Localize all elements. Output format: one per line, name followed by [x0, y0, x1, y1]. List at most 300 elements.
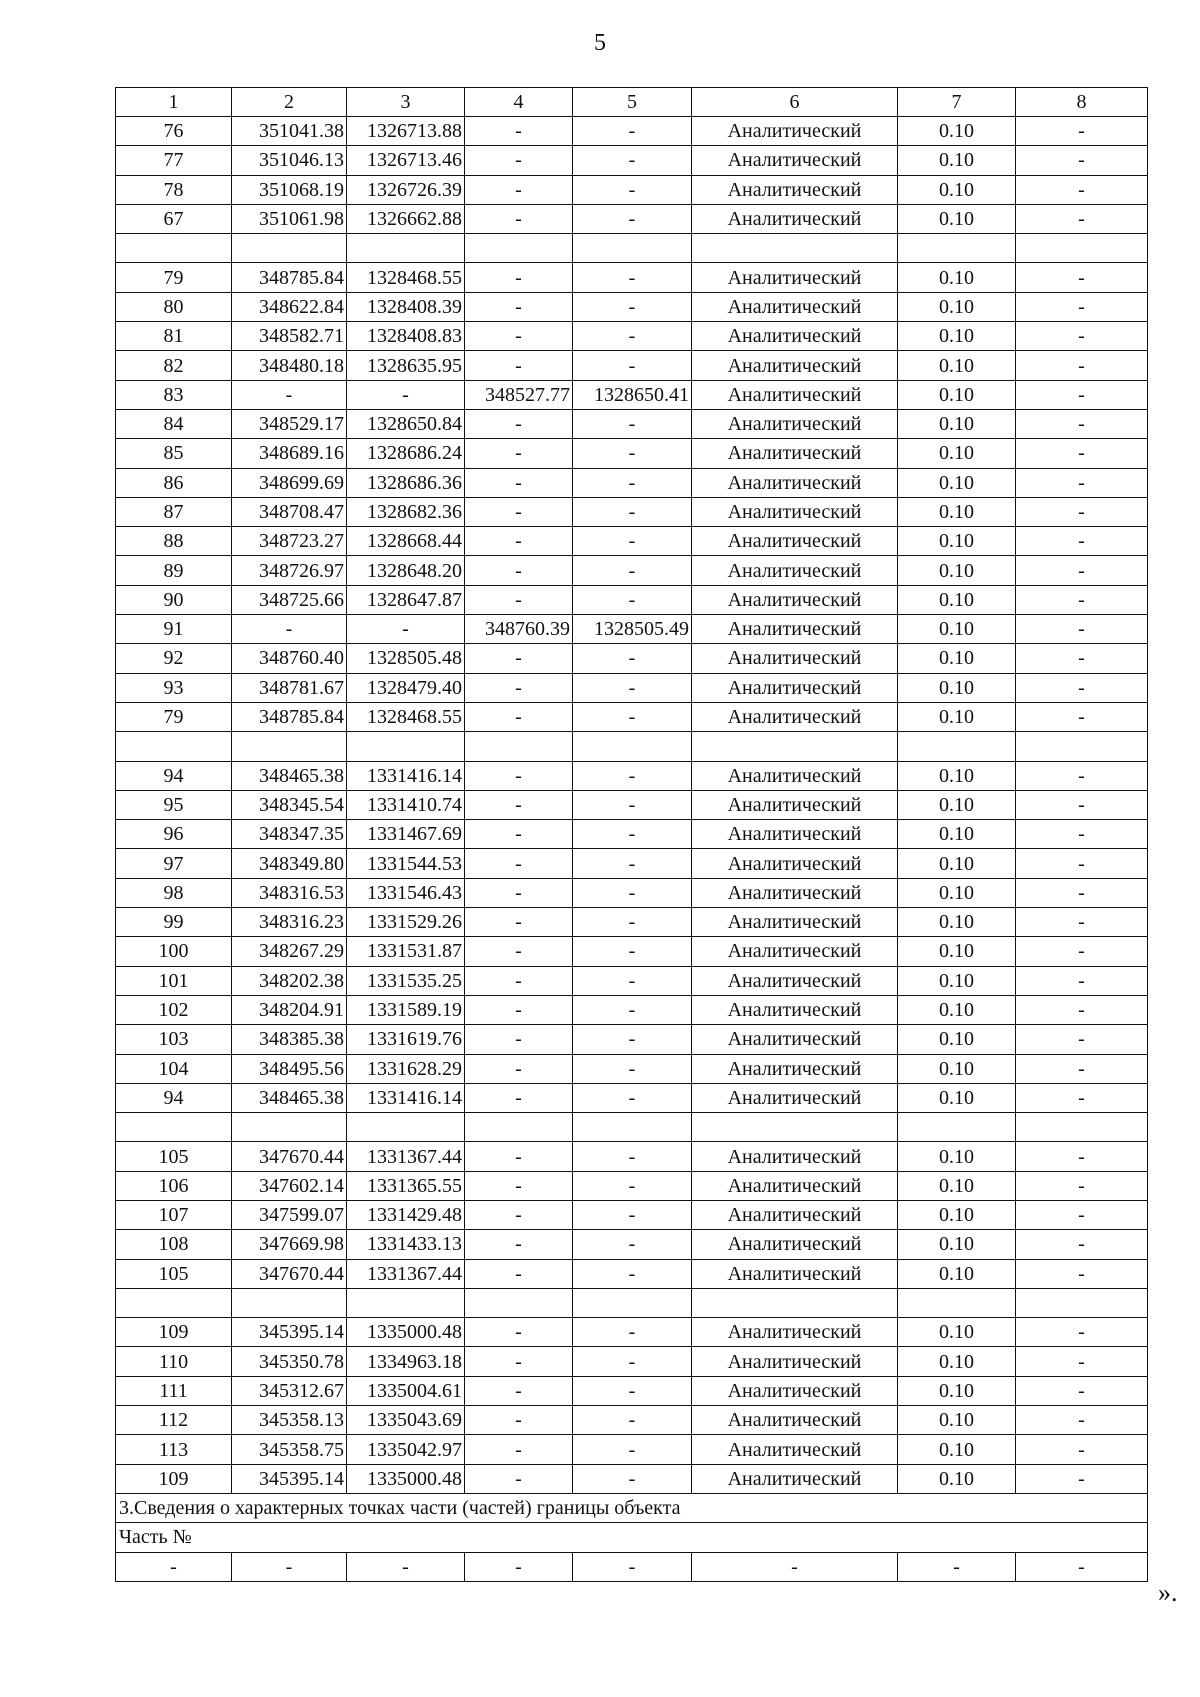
- table-cell: [465, 1113, 573, 1142]
- table-cell: -: [1016, 1318, 1148, 1347]
- table-cell: 0.10: [898, 1435, 1016, 1464]
- table-cell: Аналитический: [692, 117, 898, 146]
- table-cell: 348204.91: [232, 995, 347, 1024]
- column-header: 3: [347, 88, 465, 117]
- table-cell: Аналитический: [692, 322, 898, 351]
- table-row: [116, 380, 1148, 409]
- table-cell: -: [116, 1552, 232, 1581]
- table-row: [116, 644, 1148, 673]
- table-cell: 0.10: [898, 1464, 1016, 1493]
- table-cell: -: [1016, 1435, 1148, 1464]
- table-cell: Аналитический: [692, 702, 898, 731]
- table-cell: 0.10: [898, 1318, 1016, 1347]
- table-cell: 1331628.29: [347, 1054, 465, 1083]
- table-cell: -: [573, 790, 692, 819]
- table-cell: 348465.38: [232, 1083, 347, 1112]
- table-cell: -: [573, 1552, 692, 1581]
- table-cell: Аналитический: [692, 146, 898, 175]
- column-header: 2: [232, 88, 347, 117]
- table-cell: Аналитический: [692, 468, 898, 497]
- table-cell: 1328686.24: [347, 439, 465, 468]
- table-cell: 1326662.88: [347, 204, 465, 233]
- table-cell: [692, 1288, 898, 1317]
- table-cell: -: [232, 380, 347, 409]
- table-cell: 348480.18: [232, 351, 347, 380]
- table-cell: -: [1016, 702, 1148, 731]
- table-cell: [232, 732, 347, 761]
- table-cell: 1335000.48: [347, 1318, 465, 1347]
- table-cell: [116, 1288, 232, 1317]
- table-cell: Аналитический: [692, 556, 898, 585]
- table-cell: 76: [116, 117, 232, 146]
- table-cell: -: [465, 1347, 573, 1376]
- table-cell: 1331367.44: [347, 1259, 465, 1288]
- table-cell: 0.10: [898, 790, 1016, 819]
- table-cell: -: [1016, 1025, 1148, 1054]
- table-cell: 347599.07: [232, 1200, 347, 1229]
- column-header: 1: [116, 88, 232, 117]
- table-cell: -: [465, 995, 573, 1024]
- table-cell: -: [1016, 1347, 1148, 1376]
- table-cell: -: [465, 1230, 573, 1259]
- table-cell: 0.10: [898, 1025, 1016, 1054]
- table-cell: -: [465, 263, 573, 292]
- table-cell: 77: [116, 146, 232, 175]
- table-cell: -: [465, 1259, 573, 1288]
- table-cell: -: [465, 673, 573, 702]
- table-cell: 347602.14: [232, 1171, 347, 1200]
- table-cell: -: [1016, 673, 1148, 702]
- table-cell: -: [1016, 585, 1148, 614]
- table-cell: 1331531.87: [347, 937, 465, 966]
- table-cell: -: [573, 1435, 692, 1464]
- table-cell: 1328635.95: [347, 351, 465, 380]
- table-cell: [573, 732, 692, 761]
- table-cell: Аналитический: [692, 409, 898, 438]
- table-row: [116, 409, 1148, 438]
- table-cell: 348723.27: [232, 527, 347, 556]
- table-cell: 0.10: [898, 1142, 1016, 1171]
- table-cell: 1331467.69: [347, 820, 465, 849]
- table-cell: 348622.84: [232, 292, 347, 321]
- table-cell: [347, 1113, 465, 1142]
- table-cell: Аналитический: [692, 497, 898, 526]
- table-cell: 0.10: [898, 1054, 1016, 1083]
- table-cell: 348725.66: [232, 585, 347, 614]
- table-cell: 83: [116, 380, 232, 409]
- table-cell: -: [573, 409, 692, 438]
- table-cell: -: [573, 702, 692, 731]
- table-cell: 1328408.83: [347, 322, 465, 351]
- table-cell: -: [573, 527, 692, 556]
- table-row: [116, 1376, 1148, 1405]
- table-cell: -: [692, 1552, 898, 1581]
- table-cell: 102: [116, 995, 232, 1024]
- table-cell: -: [1016, 1259, 1148, 1288]
- table-cell: [692, 732, 898, 761]
- table-cell: -: [573, 1054, 692, 1083]
- table-cell: 1331416.14: [347, 1083, 465, 1112]
- table-cell: 1328505.48: [347, 644, 465, 673]
- table-row: [116, 1171, 1148, 1200]
- table-cell: 0.10: [898, 204, 1016, 233]
- table-cell: 0.10: [898, 146, 1016, 175]
- table-cell: 1334963.18: [347, 1347, 465, 1376]
- table-cell: -: [465, 878, 573, 907]
- table-cell: -: [573, 1464, 692, 1493]
- section-title: 3.Сведения о характерных точках части (частей) границы объекта: [116, 1493, 1148, 1522]
- table-cell: -: [1016, 1552, 1148, 1581]
- table-cell: -: [1016, 995, 1148, 1024]
- table-cell: 1335043.69: [347, 1406, 465, 1435]
- boundary-points-table: [115, 87, 1148, 1582]
- table-row: [116, 585, 1148, 614]
- table-cell: -: [1016, 263, 1148, 292]
- table-cell: 1331619.76: [347, 1025, 465, 1054]
- table-cell: 98: [116, 878, 232, 907]
- table-cell: [465, 732, 573, 761]
- table-cell: 351068.19: [232, 175, 347, 204]
- table-cell: 0.10: [898, 292, 1016, 321]
- separator-row: [116, 1113, 1148, 1142]
- table-cell: 1328648.20: [347, 556, 465, 585]
- part-label-row: [116, 1523, 1148, 1552]
- table-cell: -: [1016, 1171, 1148, 1200]
- table-row: [116, 1230, 1148, 1259]
- table-cell: 348316.23: [232, 908, 347, 937]
- table-cell: -: [573, 995, 692, 1024]
- table-cell: -: [347, 1552, 465, 1581]
- table-cell: [573, 1288, 692, 1317]
- table-cell: -: [573, 966, 692, 995]
- table-cell: 110: [116, 1347, 232, 1376]
- table-cell: 348527.77: [465, 380, 573, 409]
- table-cell: 348760.40: [232, 644, 347, 673]
- table-cell: Аналитический: [692, 175, 898, 204]
- table-cell: -: [573, 439, 692, 468]
- table-cell: 81: [116, 322, 232, 351]
- table-cell: -: [573, 585, 692, 614]
- table-cell: 0.10: [898, 1230, 1016, 1259]
- table-cell: -: [1016, 439, 1148, 468]
- table-row: [116, 878, 1148, 907]
- table-cell: Аналитический: [692, 1200, 898, 1229]
- table-cell: Аналитический: [692, 1083, 898, 1112]
- table-cell: -: [573, 1230, 692, 1259]
- table-row: [116, 995, 1148, 1024]
- table-cell: -: [232, 1552, 347, 1581]
- table-cell: -: [1016, 527, 1148, 556]
- table-cell: -: [465, 1083, 573, 1112]
- table-cell: 97: [116, 849, 232, 878]
- table-cell: -: [465, 1054, 573, 1083]
- table-row: [116, 790, 1148, 819]
- table-cell: -: [465, 966, 573, 995]
- table-cell: 1331589.19: [347, 995, 465, 1024]
- table-cell: -: [573, 1025, 692, 1054]
- table-cell: -: [573, 175, 692, 204]
- table-body: [116, 88, 1148, 1582]
- table-cell: [232, 234, 347, 263]
- table-cell: 1331429.48: [347, 1200, 465, 1229]
- table-cell: 1335004.61: [347, 1376, 465, 1405]
- table-cell: -: [465, 1406, 573, 1435]
- table-cell: 94: [116, 1083, 232, 1112]
- table-cell: 92: [116, 644, 232, 673]
- table-row: [116, 966, 1148, 995]
- table-cell: -: [232, 615, 347, 644]
- table-cell: 1328647.87: [347, 585, 465, 614]
- table-cell: 348760.39: [465, 615, 573, 644]
- table-cell: 91: [116, 615, 232, 644]
- table-cell: 82: [116, 351, 232, 380]
- table-cell: -: [465, 175, 573, 204]
- separator-row: [116, 732, 1148, 761]
- table-cell: -: [573, 1171, 692, 1200]
- table-cell: -: [573, 117, 692, 146]
- table-cell: 348316.53: [232, 878, 347, 907]
- table-cell: 348785.84: [232, 702, 347, 731]
- table-cell: Аналитический: [692, 527, 898, 556]
- table-cell: -: [573, 673, 692, 702]
- table-cell: 90: [116, 585, 232, 614]
- table-cell: 112: [116, 1406, 232, 1435]
- table-cell: [898, 1113, 1016, 1142]
- table-cell: [1016, 1113, 1148, 1142]
- table-row: [116, 937, 1148, 966]
- table-cell: -: [1016, 1406, 1148, 1435]
- table-cell: -: [1016, 908, 1148, 937]
- table-cell: 1326726.39: [347, 175, 465, 204]
- table-cell: 0.10: [898, 1259, 1016, 1288]
- table-cell: 0.10: [898, 820, 1016, 849]
- table-cell: 0.10: [898, 497, 1016, 526]
- table-row: [116, 1054, 1148, 1083]
- table-cell: -: [573, 556, 692, 585]
- table-cell: -: [1016, 937, 1148, 966]
- table-cell: Аналитический: [692, 644, 898, 673]
- table-cell: 1335000.48: [347, 1464, 465, 1493]
- table-cell: Аналитический: [692, 204, 898, 233]
- table-cell: -: [465, 761, 573, 790]
- table-cell: -: [465, 351, 573, 380]
- table-cell: 347670.44: [232, 1142, 347, 1171]
- table-cell: 0.10: [898, 761, 1016, 790]
- table-row: [116, 1318, 1148, 1347]
- table-cell: -: [1016, 615, 1148, 644]
- table-cell: 1335042.97: [347, 1435, 465, 1464]
- table-cell: 0.10: [898, 644, 1016, 673]
- final-row: [116, 1552, 1148, 1581]
- table-cell: 0.10: [898, 1376, 1016, 1405]
- table-cell: [232, 1113, 347, 1142]
- table-row: [116, 175, 1148, 204]
- table-cell: 345358.13: [232, 1406, 347, 1435]
- table-cell: 109: [116, 1464, 232, 1493]
- table-cell: 78: [116, 175, 232, 204]
- table-cell: -: [465, 527, 573, 556]
- table-cell: -: [573, 1406, 692, 1435]
- table-cell: [347, 234, 465, 263]
- table-cell: 0.10: [898, 937, 1016, 966]
- table-row: [116, 1025, 1148, 1054]
- table-cell: [116, 234, 232, 263]
- table-cell: -: [1016, 761, 1148, 790]
- table-cell: 0.10: [898, 995, 1016, 1024]
- table-cell: [573, 234, 692, 263]
- table-cell: Аналитический: [692, 292, 898, 321]
- table-cell: -: [1016, 497, 1148, 526]
- table-cell: 0.10: [898, 908, 1016, 937]
- part-label: Часть №: [116, 1523, 1148, 1552]
- table-cell: Аналитический: [692, 790, 898, 819]
- table-cell: 0.10: [898, 263, 1016, 292]
- table-cell: 348708.47: [232, 497, 347, 526]
- table-cell: 345395.14: [232, 1464, 347, 1493]
- table-cell: 0.10: [898, 1347, 1016, 1376]
- table-row: [116, 1083, 1148, 1112]
- table-cell: -: [573, 351, 692, 380]
- table-cell: [898, 1288, 1016, 1317]
- table-cell: Аналитический: [692, 585, 898, 614]
- table-cell: -: [573, 937, 692, 966]
- table-cell: 345312.67: [232, 1376, 347, 1405]
- table-cell: [465, 1288, 573, 1317]
- table-cell: 0.10: [898, 585, 1016, 614]
- table-cell: Аналитический: [692, 351, 898, 380]
- table-cell: Аналитический: [692, 820, 898, 849]
- column-header: 5: [573, 88, 692, 117]
- table-cell: 88: [116, 527, 232, 556]
- table-cell: 348495.56: [232, 1054, 347, 1083]
- table-cell: Аналитический: [692, 263, 898, 292]
- table-row: [116, 1200, 1148, 1229]
- table-cell: 1328682.36: [347, 497, 465, 526]
- table-row: [116, 556, 1148, 585]
- table-cell: 1326713.88: [347, 117, 465, 146]
- table-cell: -: [573, 908, 692, 937]
- table-cell: Аналитический: [692, 1376, 898, 1405]
- table-cell: 0.10: [898, 615, 1016, 644]
- table-cell: 0.10: [898, 527, 1016, 556]
- separator-row: [116, 234, 1148, 263]
- table-cell: 1331544.53: [347, 849, 465, 878]
- table-cell: Аналитический: [692, 1318, 898, 1347]
- table-cell: -: [573, 1318, 692, 1347]
- table-cell: -: [1016, 1230, 1148, 1259]
- table-cell: -: [347, 615, 465, 644]
- table-cell: [116, 1113, 232, 1142]
- table-cell: -: [573, 1200, 692, 1229]
- table-cell: -: [573, 820, 692, 849]
- table-cell: -: [465, 556, 573, 585]
- table-cell: -: [573, 322, 692, 351]
- table-cell: 1331535.25: [347, 966, 465, 995]
- table-cell: 103: [116, 1025, 232, 1054]
- table-cell: -: [573, 468, 692, 497]
- table-cell: 348689.16: [232, 439, 347, 468]
- table-cell: -: [465, 1464, 573, 1493]
- table-cell: -: [465, 1376, 573, 1405]
- table-cell: Аналитический: [692, 1054, 898, 1083]
- table-cell: -: [465, 585, 573, 614]
- table-cell: Аналитический: [692, 439, 898, 468]
- table-cell: 0.10: [898, 1406, 1016, 1435]
- table-cell: 1331367.44: [347, 1142, 465, 1171]
- table-cell: 104: [116, 1054, 232, 1083]
- table-cell: 1328686.36: [347, 468, 465, 497]
- table-row: [116, 204, 1148, 233]
- table-cell: 1328468.55: [347, 263, 465, 292]
- column-header: 4: [465, 88, 573, 117]
- table-cell: Аналитический: [692, 761, 898, 790]
- table-cell: Аналитический: [692, 908, 898, 937]
- table-cell: -: [465, 790, 573, 819]
- table-cell: 0.10: [898, 468, 1016, 497]
- table-cell: -: [1016, 351, 1148, 380]
- table-cell: 101: [116, 966, 232, 995]
- table-cell: -: [1016, 1142, 1148, 1171]
- table-cell: -: [465, 1142, 573, 1171]
- column-header: 6: [692, 88, 898, 117]
- table-cell: 1331410.74: [347, 790, 465, 819]
- table-cell: Аналитический: [692, 1347, 898, 1376]
- table-cell: 1328408.39: [347, 292, 465, 321]
- table-cell: -: [1016, 556, 1148, 585]
- table-row: [116, 527, 1148, 556]
- table-cell: -: [573, 1347, 692, 1376]
- table-cell: 348582.71: [232, 322, 347, 351]
- table-cell: 345358.75: [232, 1435, 347, 1464]
- table-row: [116, 497, 1148, 526]
- table-cell: 89: [116, 556, 232, 585]
- table-cell: Аналитический: [692, 937, 898, 966]
- table-cell: -: [465, 1435, 573, 1464]
- table-row: [116, 702, 1148, 731]
- table-cell: [692, 234, 898, 263]
- table-cell: Аналитический: [692, 1025, 898, 1054]
- table-cell: 1326713.46: [347, 146, 465, 175]
- table-cell: -: [465, 204, 573, 233]
- table-cell: 348385.38: [232, 1025, 347, 1054]
- table-cell: 1331365.55: [347, 1171, 465, 1200]
- table-cell: -: [347, 380, 465, 409]
- table-cell: -: [1016, 380, 1148, 409]
- table-cell: 79: [116, 702, 232, 731]
- table-cell: -: [573, 497, 692, 526]
- table-cell: 113: [116, 1435, 232, 1464]
- table-cell: 348349.80: [232, 849, 347, 878]
- table-cell: -: [465, 322, 573, 351]
- table-cell: -: [465, 409, 573, 438]
- table-row: [116, 292, 1148, 321]
- table-cell: [347, 1288, 465, 1317]
- table-cell: 348726.97: [232, 556, 347, 585]
- table-cell: 0.10: [898, 1083, 1016, 1112]
- table-row: [116, 263, 1148, 292]
- section-title-row: [116, 1493, 1148, 1522]
- table-row: [116, 1435, 1148, 1464]
- table-cell: 348202.38: [232, 966, 347, 995]
- table-cell: -: [573, 204, 692, 233]
- table-cell: 1331546.43: [347, 878, 465, 907]
- table-row: [116, 117, 1148, 146]
- table-cell: 348785.84: [232, 263, 347, 292]
- table-cell: 0.10: [898, 1171, 1016, 1200]
- table-cell: 351046.13: [232, 146, 347, 175]
- table-cell: 0.10: [898, 117, 1016, 146]
- table-cell: [1016, 1288, 1148, 1317]
